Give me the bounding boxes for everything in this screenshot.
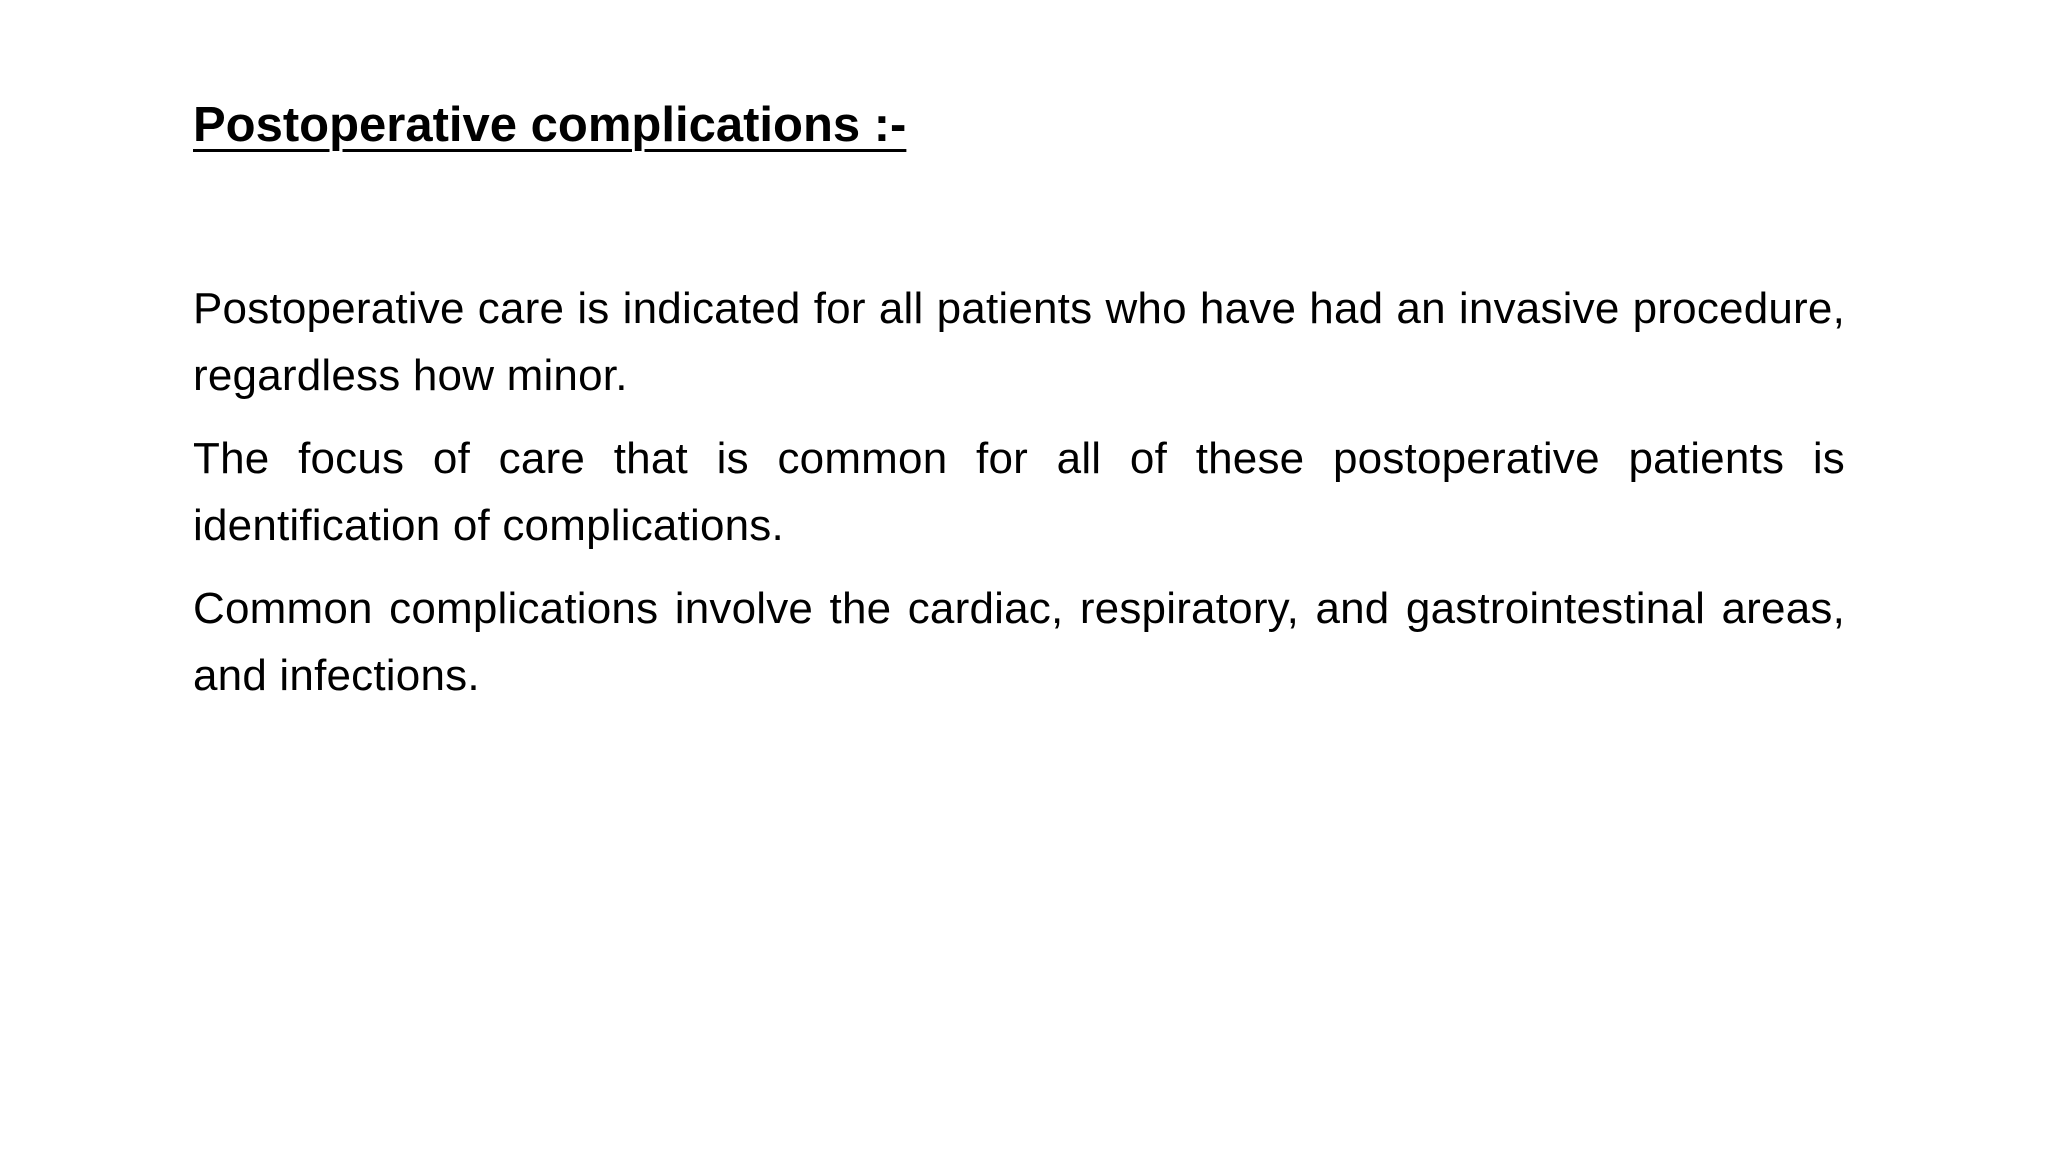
paragraph-common-complications: Common complications involve the cardiac, respiratory, and gastrointestinal areas, and infections. <box>193 584 1845 700</box>
paragraph-focus-of-care: The focus of care that is common for all of these postoperative patients is identification of complications. <box>193 434 1845 550</box>
slide-title: Postoperative complications :- <box>193 98 907 152</box>
slide-body <box>193 275 1845 725</box>
paragraph-postoperative-care: Postoperative care is indicated for all patients who have had an invasive procedure, regardless how minor. <box>193 284 1845 400</box>
